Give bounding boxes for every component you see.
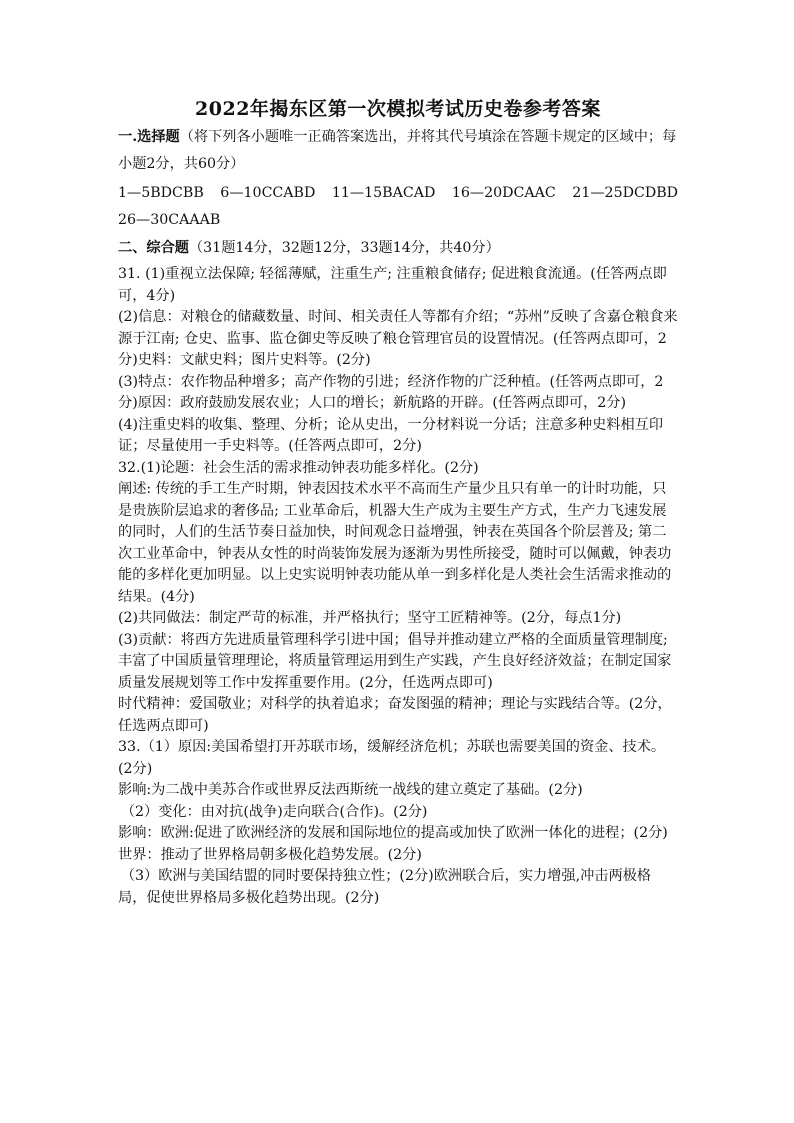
answer-33-3: （3）欧洲与美国结盟的同时要保持独立性；(2分)欧洲联合后，实力增强,冲击两极格局，促使世界格局多极化趋势出现。(2分)	[118, 868, 652, 906]
answer-32-1-thesis: 32.(1)论题：社会生活的需求推动钟表功能多样化。(2分)	[118, 459, 479, 476]
answer-31-2: (2)信息：对粮仓的储藏数量、时间、相关责任人等都有介绍；“苏州”反映了含嘉仓粮食来源于江南; 仓史、监事、监仓御史等反映了粮仓管理官员的设置情况。(任答两点即可，2分)史料：文献史料；图片史料等。(2分)	[118, 309, 678, 368]
answer-33-1-impact: 影响:为二战中美苏合作或世界反法西斯统一战线的建立奠定了基础。(2分)	[118, 782, 583, 798]
answer-31-3: (3)特点：农作物品种增多；高产作物的引进；经济作物的广泛种植。(任答两点即可，2分)原因：政府鼓励发展农业；人口的增长；新航路的开辟。(任答两点即可，2分)	[118, 373, 664, 411]
choice-answer-group: 11—15BACAD	[331, 185, 436, 201]
section-choice-label: 一.选择题	[118, 129, 180, 145]
answer-33-2-impact-world: 世界：推动了世界格局朝多极化趋势发展。(2分)	[118, 846, 422, 863]
choice-answer-group: 1—5BDCBB	[118, 185, 204, 201]
choice-answer-group: 21—25DCDBD	[572, 185, 678, 201]
answer-31-4: (4)注重史料的收集、整理、分析；论从史出，一分材料说一分话；注意多种史料相互印证；尽量使用一手史料等。(任答两点即可，2分)	[118, 416, 664, 454]
answer-32-3-contribution: (3)贡献：将西方先进质量管理科学引进中国；倡导并推动建立严格的全面质量管理制度; 丰富了中国质量管理理论，将质量管理运用到生产实践，产生良好经济效益；在制定国家质量发展规划等工作中发挥重要作用。(2分，任选两点即可)	[118, 631, 672, 691]
choice-answers-last: 26—30CAAAB	[118, 212, 221, 228]
answer-33-1-reason: 33.（1）原因:美国希望打开苏联市场，缓解经济危机；苏联也需要美国的资金、技术。(2分)	[118, 739, 666, 777]
answer-33-2-change: （2）变化：由对抗(战争)走向联合(合作)。(2分)	[120, 803, 428, 820]
section-choice	[118, 124, 678, 178]
section-comprehensive-label: 二、综合题	[118, 240, 189, 256]
page-title: 2022年揭东区第一次模拟考试历史卷参考答案	[195, 98, 601, 120]
answer-32-2: (2)共同做法：制定严苛的标准，并严格执行；坚守工匠精神等。(2分，每点1分)	[118, 610, 622, 626]
choice-answer-group: 16—20DCAAC	[451, 185, 556, 201]
answer-32-3-spirit: 时代精神：爱国敬业；对科学的执着追求；奋发图强的精神；理论与实践结合等。(2分，任选两点即可)	[118, 696, 672, 734]
choice-answer-group: 6—10CCABD	[220, 185, 316, 201]
answer-32-1-elaboration: 阐述: 传统的手工生产时期，钟表因技术水平不高而生产量少且只有单一的计时功能，只是贵族阶层追求的奢侈品; 工业革命后，机器大生产成为主要生产方式，生产力飞速发展的同时，人们的生活节奏日益加快，时间观念日益增强，钟表在英国各个阶层普及; 第二次工业革命中，钟表从女性的时尚装饰发展为逐渐为男性所接受，随时可以佩戴，钟表功能的多样化更加明显。以上史实说明钟表功能从单一到多样化是人类社会生活需求推动的结果。(4分)	[118, 481, 672, 605]
section-comprehensive-desc: （31题14分，32题12分，33题14分，共40分）	[188, 240, 500, 256]
choice-answers-row	[118, 180, 678, 207]
answer-33-2-impact-europe: 影响：欧洲:促进了欧洲经济的发展和国际地位的提高或加快了欧洲一体化的进程；(2分)	[118, 825, 668, 841]
section-choice-desc: （将下列各小题唯一正确答案选出，并将其代号填涂在答题卡规定的区域中；每小题2分，共60分）	[118, 129, 677, 172]
section-comprehensive	[118, 234, 678, 262]
answer-31-1: 31. (1)重视立法保障; 轻徭薄赋，注重生产; 注重粮食储存; 促进粮食流通。(任答两点即可，4分)	[118, 266, 667, 304]
document-body	[118, 96, 678, 909]
